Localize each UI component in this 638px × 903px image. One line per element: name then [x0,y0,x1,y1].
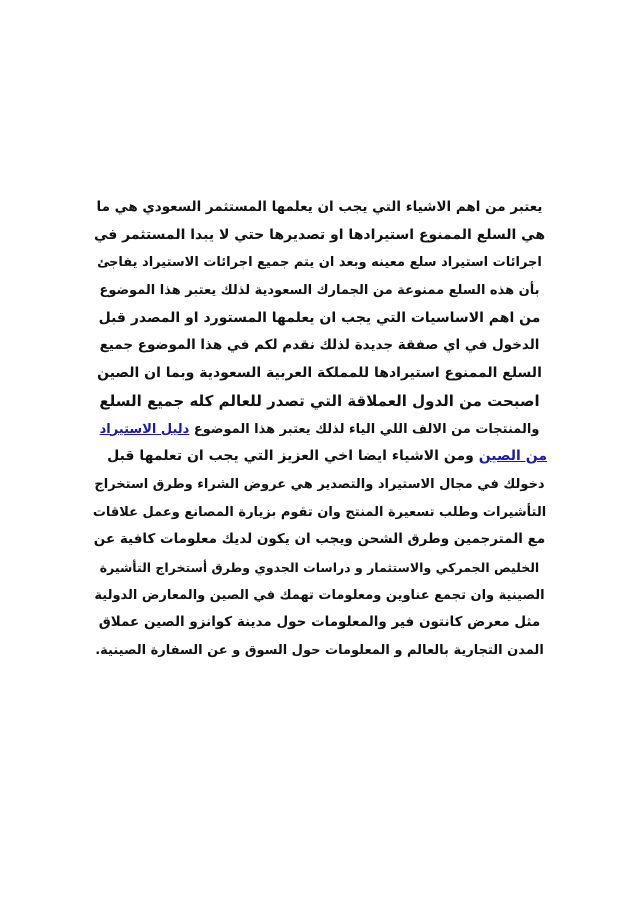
paragraph-line-with-link [92,443,547,471]
paragraph-line: يعتبر من اهم الاشياء التي يجب ان يعلمها المستثمر السعودي هي ما [96,199,543,215]
paragraph-line: السلع الممنوع استيرادها للمملكة العربية السعودية وبما ان الصين [97,365,542,382]
paragraph-line: هي السلع الممنوع استيرادها او تصديرها حتي لا يبدا المستثمر في [93,226,546,243]
paragraph-line: اصبحت من الدول العملاقة التي تصدر للعالم كله جميع السلع [99,391,540,410]
paragraph-line: مع المترجمين وطرق الشحن ويجب ان يكون لديك معلومات كافية عن [93,531,546,548]
paragraph-line: المدن التجارية بالعالم و المعلومات حول السوق و عن السفارة الصينية. [95,643,544,658]
from-china-link[interactable]: من الصين [478,448,547,465]
paragraph-line: الصينية وان تجمع عناوين ومعلومات تهمك في الصين والمعارض الدولية [94,587,545,603]
line-text: ومن الاشياء ايضا اخي العزيز التي يجب ان تعلمها قبل [107,448,479,465]
paragraph-line: بأن هذه السلع ممنوعة من الجمارك السعودية لذلك يعتبر هذا الموضوع [99,283,540,299]
paragraph-line: اجرائات استيراد سلع معينه وبعد ان يتم جميع اجرائات الاستيراد يفاجئ [97,255,542,271]
paragraph-line: الخليص الجمركي والاستثمار و دراسات الجدوي وطرق أستخراج التأشيرة [99,559,540,575]
import-guide-link[interactable]: دليل الاستيراد [99,421,190,437]
paragraph-line: دخولك في مجال الاستيراد والتصدير هي عروض الشراء وطرق استخراج [94,476,545,492]
document-body [92,194,547,665]
paragraph-line: مثل معرض كانتون فير والمعلومات حول مدينة كوانزو الصين عملاق [98,614,541,631]
paragraph-line: التأشيرات وطلب تسعيرة المنتج وان تقوم بزيارة المصانع وعمل علاقات [92,504,547,520]
line-text: والمنتجات من الالف اللي الياء لذلك يعتبر هذا الموضوع [189,421,540,437]
paragraph-line: الدخول في اي صفقة جديدة لذلك نقدم لكم في هذا الموضوع جميع [99,337,540,354]
paragraph-line-with-link [92,416,547,444]
paragraph-line: من اهم الاساسيات التي يجب ان يعلمها المستورد او المصدر قبل [98,309,541,326]
